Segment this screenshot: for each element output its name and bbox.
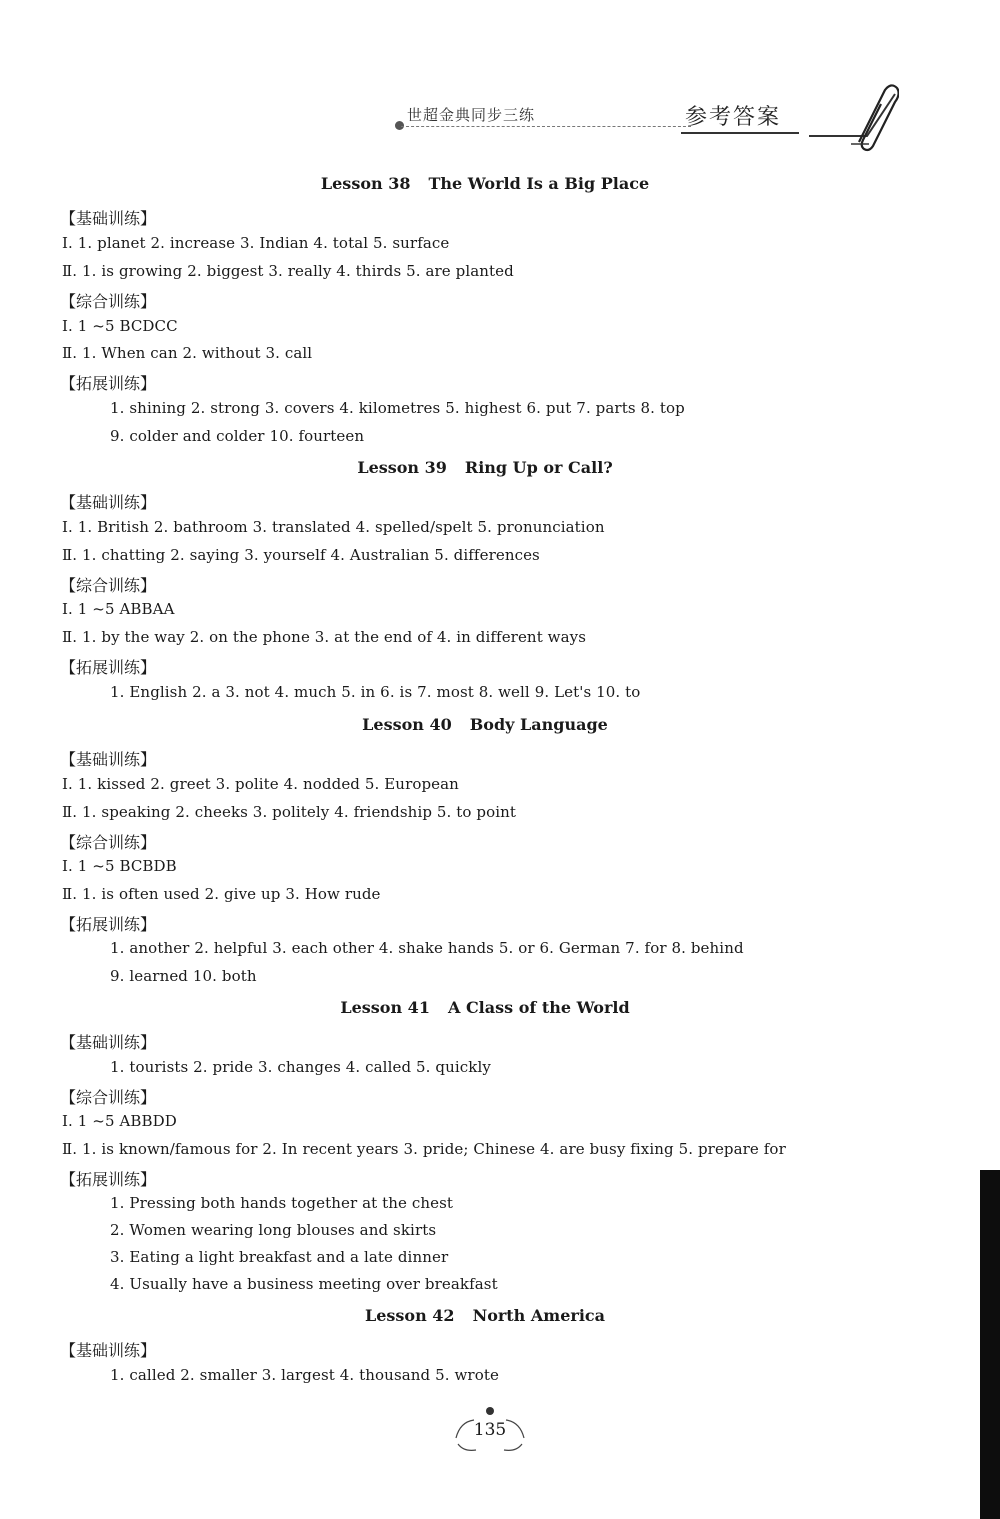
- answer-line: Ⅱ. 1. When can 2. without 3. call: [62, 344, 313, 362]
- lesson-number: Lesson 39: [357, 458, 447, 477]
- series-title: 世超金典同步三练: [407, 106, 536, 124]
- lesson-title: [0, 174, 970, 193]
- header-divider: [401, 126, 691, 127]
- section-heading: 【拓展训练】: [60, 915, 157, 934]
- answer-line: Ⅰ. 1. planet 2. increase 3. Indian 4. total 5. surface: [62, 234, 450, 252]
- answer-line: 3. Eating a light breakfast and a late dinner: [110, 1248, 449, 1266]
- answer-line: 1. called 2. smaller 3. largest 4. thousand 5. wrote: [110, 1366, 499, 1384]
- section-heading: 【拓展训练】: [60, 658, 157, 677]
- paperclip-icon: [807, 84, 899, 154]
- answer-line: 1. Pressing both hands together at the chest: [110, 1194, 454, 1212]
- lesson-name: North America: [472, 1306, 606, 1325]
- answer-line: Ⅱ. 1. is often used 2. give up 3. How rude: [62, 885, 381, 903]
- answer-line: 9. colder and colder 10. fourteen: [110, 427, 365, 445]
- lesson-name: A Class of the World: [447, 998, 630, 1017]
- answer-line: Ⅰ. 1 ~5 ABBDD: [62, 1112, 177, 1130]
- answer-line: Ⅰ. 1 ~5 ABBAA: [62, 600, 175, 618]
- lesson-name: The World Is a Big Place: [428, 174, 650, 193]
- answer-line: Ⅱ. 1. chatting 2. saying 3. yourself 4. Australian 5. differences: [62, 546, 540, 564]
- section-heading: 【基础训练】: [60, 209, 157, 228]
- lesson-name: Body Language: [469, 715, 608, 734]
- answer-line: 9. learned 10. both: [110, 967, 257, 985]
- answer-line: Ⅱ. 1. speaking 2. cheeks 3. politely 4. friendship 5. to point: [62, 803, 517, 821]
- answer-line: Ⅱ. 1. is growing 2. biggest 3. really 4. thirds 5. are planted: [62, 262, 514, 280]
- answer-line: Ⅱ. 1. by the way 2. on the phone 3. at the end of 4. in different ways: [62, 628, 587, 646]
- section-heading: 【拓展训练】: [60, 1170, 157, 1189]
- lesson-name: Ring Up or Call?: [464, 458, 613, 477]
- answer-line: Ⅰ. 1 ~5 BCBDB: [62, 857, 177, 875]
- lesson-title: [0, 998, 970, 1017]
- lesson-title: [0, 1306, 970, 1325]
- section-heading: 【综合训练】: [60, 292, 157, 311]
- lesson-number: Lesson 38: [320, 174, 411, 193]
- page-number-badge: [450, 1404, 530, 1456]
- answer-line: Ⅰ. 1. kissed 2. greet 3. polite 4. nodded 5. European: [62, 775, 459, 793]
- section-heading: 【综合训练】: [60, 833, 157, 852]
- answer-line: 1. English 2. a 3. not 4. much 5. in 6. is 7. most 8. well 9. Let's 10. to: [110, 683, 641, 701]
- section-heading: 【基础训练】: [60, 1033, 157, 1052]
- section-heading: 【拓展训练】: [60, 374, 157, 393]
- section-heading: 【基础训练】: [60, 493, 157, 512]
- answer-line: 2. Women wearing long blouses and skirts: [110, 1221, 437, 1239]
- section-heading: 【基础训练】: [60, 1341, 157, 1360]
- lesson-number: Lesson 42: [364, 1306, 455, 1325]
- section-heading: 【基础训练】: [60, 750, 157, 769]
- answer-line: 4. Usually have a business meeting over breakfast: [110, 1275, 498, 1293]
- lesson-number: Lesson 40: [362, 715, 452, 734]
- page-number: 135: [473, 1420, 507, 1440]
- lesson-number: Lesson 41: [340, 998, 430, 1017]
- answer-line: 1. tourists 2. pride 3. changes 4. called 5. quickly: [110, 1058, 491, 1076]
- answer-line: Ⅱ. 1. is known/famous for 2. In recent years 3. pride; Chinese 4. are busy fixing 5. prepare for: [62, 1140, 786, 1158]
- section-heading: 【综合训练】: [60, 576, 157, 595]
- answers-underline: [681, 132, 799, 134]
- section-heading: 【综合训练】: [60, 1088, 157, 1107]
- lesson-title: [0, 715, 970, 734]
- page-header: [395, 90, 900, 150]
- answer-line: Ⅰ. 1. British 2. bathroom 3. translated 4. spelled/spelt 5. pronunciation: [62, 518, 605, 536]
- answer-line: 1. shining 2. strong 3. covers 4. kilometres 5. highest 6. put 7. parts 8. top: [110, 399, 685, 417]
- page-edge-tab: [980, 1170, 1000, 1519]
- lesson-title: [0, 458, 970, 477]
- answer-line: Ⅰ. 1 ~5 BCDCC: [62, 317, 178, 335]
- answers-title: 参考答案: [685, 105, 782, 130]
- answer-line: 1. another 2. helpful 3. each other 4. shake hands 5. or 6. German 7. for 8. behind: [110, 939, 744, 957]
